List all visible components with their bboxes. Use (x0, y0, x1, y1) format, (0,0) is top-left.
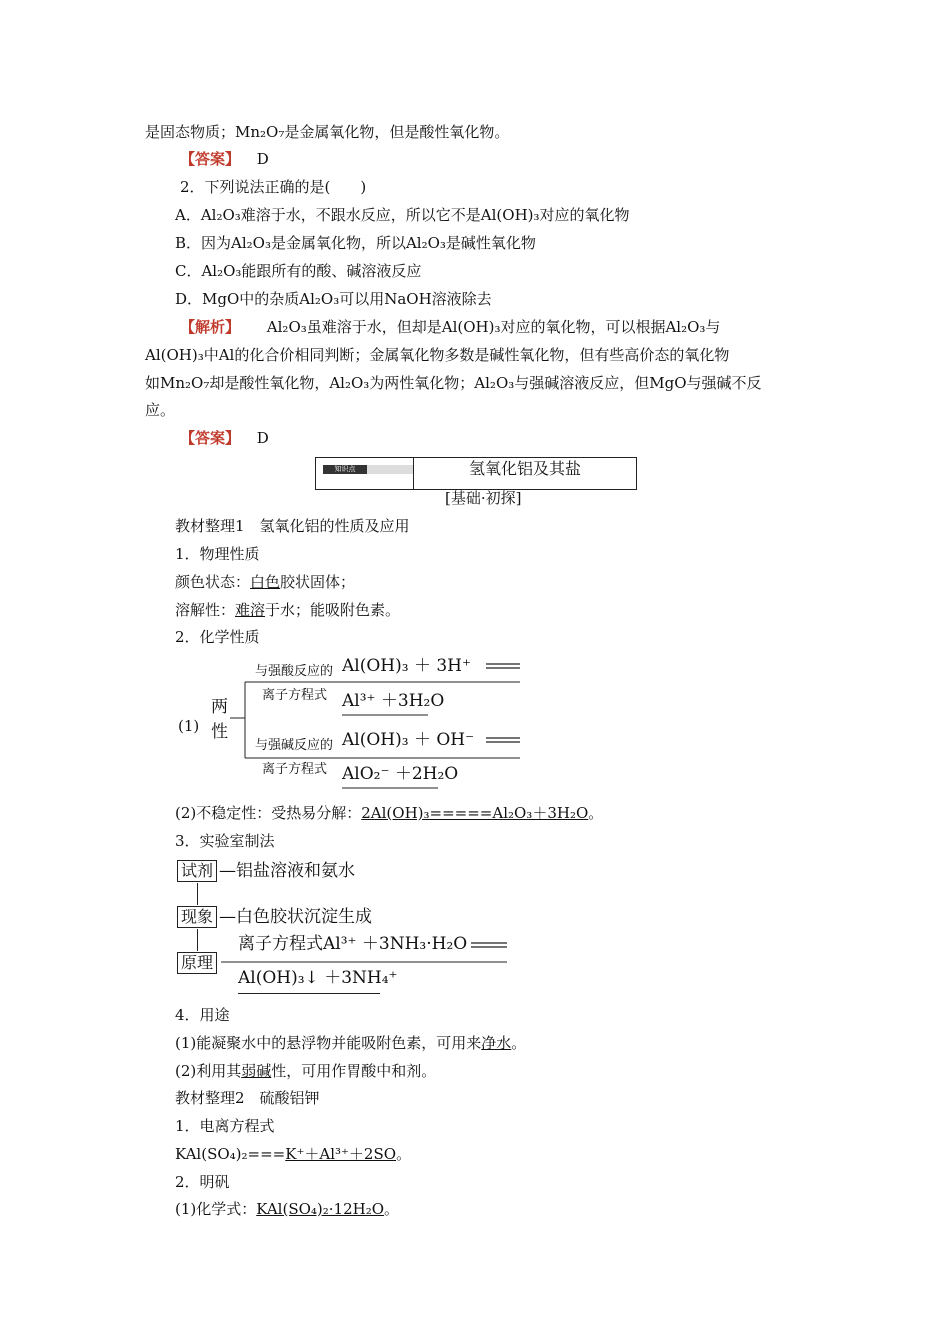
analysis-text: 应。 (145, 401, 176, 419)
principle-lines (219, 940, 511, 966)
section-title: 氢氧化铝及其盐 (468, 459, 581, 478)
subheading: 2．明矾 (175, 1173, 230, 1191)
question-stem: 2．下列说法正确的是( ) (180, 178, 367, 196)
flow-box-reagent: 试剂 (177, 860, 217, 882)
option-d: D．MgO中的杂质Al₂O₃可以用NaOH溶液除去 (175, 290, 492, 308)
equation: Al(OH)₃ ＋ OH⁻ (342, 730, 475, 750)
text: (2)不稳定性：受热易分解： (175, 804, 362, 822)
blank-answer: KAl(SO₄)₂·12H₂O (256, 1200, 385, 1218)
flow-connector (197, 929, 198, 951)
answer-tag: 【答案】 (180, 150, 241, 168)
flow-box-principle: 原理 (177, 952, 217, 974)
subheading: 2．化学性质 (175, 628, 260, 646)
flow-connector (197, 883, 198, 905)
text-line (175, 803, 603, 823)
diagram-label: 离子方程式 (262, 762, 328, 777)
section-header (315, 457, 637, 490)
text: 胶状固体； (280, 573, 356, 591)
subheading: 1．电离方程式 (175, 1117, 275, 1135)
flow-box-phenomenon: 现象 (177, 906, 217, 928)
analysis-text: 如Mn₂O₇却是酸性氧化物，Al₂O₃为两性氧化物；Al₂O₃与强碱溶液反应，但MgO与强碱不反 (145, 374, 762, 392)
flow-equation: Al(OH)₃↓ ＋3NH₄⁺ (238, 968, 398, 988)
text-line (175, 572, 355, 592)
answer-value: D (256, 429, 269, 447)
diagram-label: 离子方程式 (262, 688, 328, 703)
answer-value: D (256, 150, 269, 168)
diagram-label: 与强碱反应的 (255, 738, 334, 753)
badge-tail (367, 465, 413, 474)
section-subtitle: [基础·初探] (445, 489, 522, 507)
text-line: 是固态物质；Mn₂O₇是金属氧化物，但是酸性氧化物。 (145, 123, 510, 141)
flow-equation: 离子方程式Al³⁺ ＋3NH₃·H₂O (238, 934, 468, 954)
blank-answer: 难溶 (235, 601, 266, 619)
equation: AlO₂⁻ ＋2H₂O (342, 764, 459, 784)
analysis-tag: 【解析】 (180, 318, 241, 336)
answer-line (180, 149, 269, 169)
section-badge: 知识点 (323, 465, 367, 474)
blank-answer: 2Al(OH)₃=====Al₂O₃＋3H₂O (361, 804, 589, 822)
analysis-line (180, 317, 720, 337)
analysis-text: Al₂O₃虽难溶于水，但却是Al(OH)₃对应的氧化物，可以根据Al₂O₃与 (266, 318, 721, 336)
text: 于水；能吸附色素。 (265, 601, 401, 619)
amphoteric-label: 两 (211, 697, 228, 717)
blank-answer: 弱碱 (241, 1062, 272, 1080)
text: 。 (384, 1200, 400, 1218)
underline (238, 993, 380, 994)
answer-tag: 【答案】 (180, 429, 241, 447)
text: (2)利用其 (175, 1062, 242, 1080)
equation: Al(OH)₃ ＋ 3H⁺ (342, 656, 471, 676)
flow-text: —铝盐溶液和氨水 (219, 861, 355, 881)
heading: 教材整理1 氢氧化铝的性质及应用 (175, 517, 410, 535)
text: 性，可用作胃酸中和剂。 (271, 1062, 437, 1080)
flow-text: —白色胶状沉淀生成 (219, 907, 372, 927)
text: KAl(SO₄)₂=== (175, 1145, 286, 1163)
analysis-text: Al(OH)₃中Al的化合价相同判断；金属氧化物多数是碱性氧化物，但有些高价态的氧化物 (145, 346, 730, 364)
item-number: (1) (178, 717, 200, 735)
option-b: B．因为Al₂O₃是金属氧化物，所以Al₂O₃是碱性氧化物 (175, 234, 536, 252)
answer-line (180, 428, 269, 448)
equation: Al³⁺ ＋3H₂O (342, 691, 445, 711)
text: (1)化学式： (175, 1200, 257, 1218)
subheading: 4．用途 (175, 1006, 230, 1024)
subheading: 1．物理性质 (175, 545, 260, 563)
blank-answer: 白色 (250, 573, 281, 591)
text-line (175, 600, 400, 620)
option-a: A．Al₂O₃难溶于水，不跟水反应，所以它不是Al(OH)₃对应的氧化物 (175, 206, 630, 224)
text: 。 (396, 1145, 412, 1163)
blank-answer: 净水 (481, 1034, 512, 1052)
text-line (175, 1033, 526, 1053)
text-line (175, 1061, 436, 1081)
text: 溶解性： (175, 601, 236, 619)
text: 颜色状态： (175, 573, 251, 591)
text-line (175, 1144, 411, 1164)
text: 。 (588, 804, 604, 822)
subheading: 3．实验室制法 (175, 832, 275, 850)
diagram-label: 与强酸反应的 (255, 664, 334, 679)
text-line (175, 1199, 399, 1219)
option-c: C．Al₂O₃能跟所有的酸、碱溶液反应 (175, 262, 422, 280)
amphoteric-label: 性 (211, 722, 228, 742)
text: (1)能凝聚水中的悬浮物并能吸附色素，可用来 (175, 1034, 482, 1052)
heading: 教材整理2 硫酸铝钾 (175, 1089, 320, 1107)
text: 。 (511, 1034, 527, 1052)
blank-answer: K⁺＋Al³⁺＋2SO (285, 1145, 397, 1163)
